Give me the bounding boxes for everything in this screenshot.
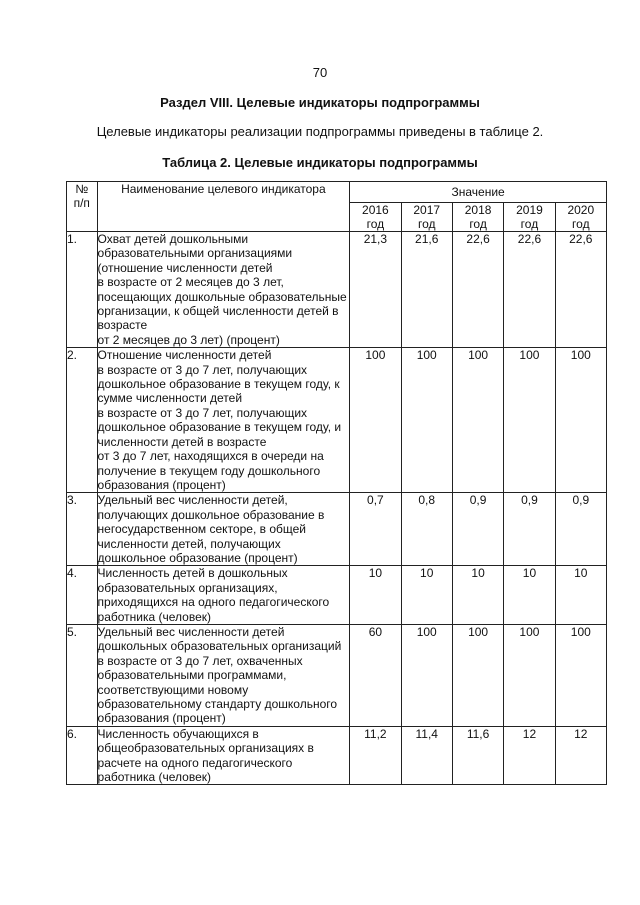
indicator-value: 10 bbox=[350, 566, 401, 625]
section-title: Раздел VIII. Целевые индикаторы подпрограммы bbox=[160, 95, 480, 110]
header-year: 2019 год bbox=[504, 203, 555, 232]
table-title: Таблица 2. Целевые индикаторы подпрограммы bbox=[162, 155, 478, 170]
indicator-value: 22,6 bbox=[452, 232, 503, 348]
indicator-value: 100 bbox=[350, 348, 401, 493]
indicators-table bbox=[66, 181, 607, 785]
header-year: 2017 год bbox=[401, 203, 452, 232]
indicator-value: 12 bbox=[555, 726, 606, 785]
indicator-name: Численность обучающихся в общеобразовательных организациях в расчете на одного педагогического работника (человек) bbox=[97, 726, 350, 785]
indicator-value: 100 bbox=[401, 348, 452, 493]
indicator-value: 0,8 bbox=[401, 493, 452, 566]
indicator-name: Охват детей дошкольными образовательными организациями (отношение численности детей в возрасте от 2 месяцев до 3 лет, посещающих дошкольные образовательные организации, к общей численности детей в возрасте от 2 месяцев до 3 лет) (процент) bbox=[97, 232, 350, 348]
table-row bbox=[67, 348, 607, 493]
row-number: 1. bbox=[67, 232, 98, 348]
indicator-name: Численность детей в дошкольных образовательных организациях, приходящихся на одного педагогического работника (человек) bbox=[97, 566, 350, 625]
indicator-value: 21,6 bbox=[401, 232, 452, 348]
header-year: 2016 год bbox=[350, 203, 401, 232]
indicator-value: 0,9 bbox=[452, 493, 503, 566]
page-number: 70 bbox=[312, 65, 328, 80]
table-row bbox=[67, 726, 607, 785]
indicator-value: 11,4 bbox=[401, 726, 452, 785]
table-row bbox=[67, 232, 607, 348]
indicator-value: 100 bbox=[401, 624, 452, 726]
header-year: 2020 год bbox=[555, 203, 606, 232]
table-row bbox=[67, 624, 607, 726]
header-value: Значение bbox=[350, 182, 607, 203]
indicator-value: 10 bbox=[504, 566, 555, 625]
indicator-value: 100 bbox=[504, 348, 555, 493]
indicator-value: 100 bbox=[555, 348, 606, 493]
table-row bbox=[67, 566, 607, 625]
indicator-value: 100 bbox=[504, 624, 555, 726]
indicator-value: 22,6 bbox=[555, 232, 606, 348]
header-number: № п/п bbox=[67, 182, 98, 232]
row-number: 4. bbox=[67, 566, 98, 625]
indicator-value: 10 bbox=[452, 566, 503, 625]
row-number: 2. bbox=[67, 348, 98, 493]
indicator-value: 11,2 bbox=[350, 726, 401, 785]
indicator-name: Удельный вес численности детей дошкольных образовательных организаций в возрасте от 3 до 7 лет, охваченных образовательными программами, соответствующими новому образовательному стандарту дошкольного образования (процент) bbox=[97, 624, 350, 726]
row-number: 6. bbox=[67, 726, 98, 785]
indicator-name: Отношение численности детей в возрасте от 3 до 7 лет, получающих дошкольное образование в текущем году, к сумме численности детей в возрасте от 3 до 7 лет, получающих дошкольное образование в текущем году, и численности детей в возрасте от 3 до 7 лет, находящихся в очереди на получение в текущем году дошкольного образования (процент) bbox=[97, 348, 350, 493]
header-name: Наименование целевого индикатора bbox=[97, 182, 350, 232]
indicator-value: 0,9 bbox=[504, 493, 555, 566]
indicator-value: 11,6 bbox=[452, 726, 503, 785]
table-row bbox=[67, 493, 607, 566]
indicator-value: 0,7 bbox=[350, 493, 401, 566]
indicator-value: 22,6 bbox=[504, 232, 555, 348]
header-year: 2018 год bbox=[452, 203, 503, 232]
indicator-value: 60 bbox=[350, 624, 401, 726]
indicator-value: 10 bbox=[555, 566, 606, 625]
row-number: 5. bbox=[67, 624, 98, 726]
indicator-value: 10 bbox=[401, 566, 452, 625]
row-number: 3. bbox=[67, 493, 98, 566]
indicator-value: 12 bbox=[504, 726, 555, 785]
indicator-value: 0,9 bbox=[555, 493, 606, 566]
indicator-value: 100 bbox=[452, 348, 503, 493]
indicator-value: 100 bbox=[452, 624, 503, 726]
intro-text: Целевые индикаторы реализации подпрограммы приведены в таблице 2. bbox=[96, 124, 544, 139]
table-header-row bbox=[67, 182, 607, 203]
indicator-value: 21,3 bbox=[350, 232, 401, 348]
indicator-value: 100 bbox=[555, 624, 606, 726]
indicator-name: Удельный вес численности детей, получающих дошкольное образование в негосударственном секторе, в общей численности детей, получающих дошкольное образование (процент) bbox=[97, 493, 350, 566]
